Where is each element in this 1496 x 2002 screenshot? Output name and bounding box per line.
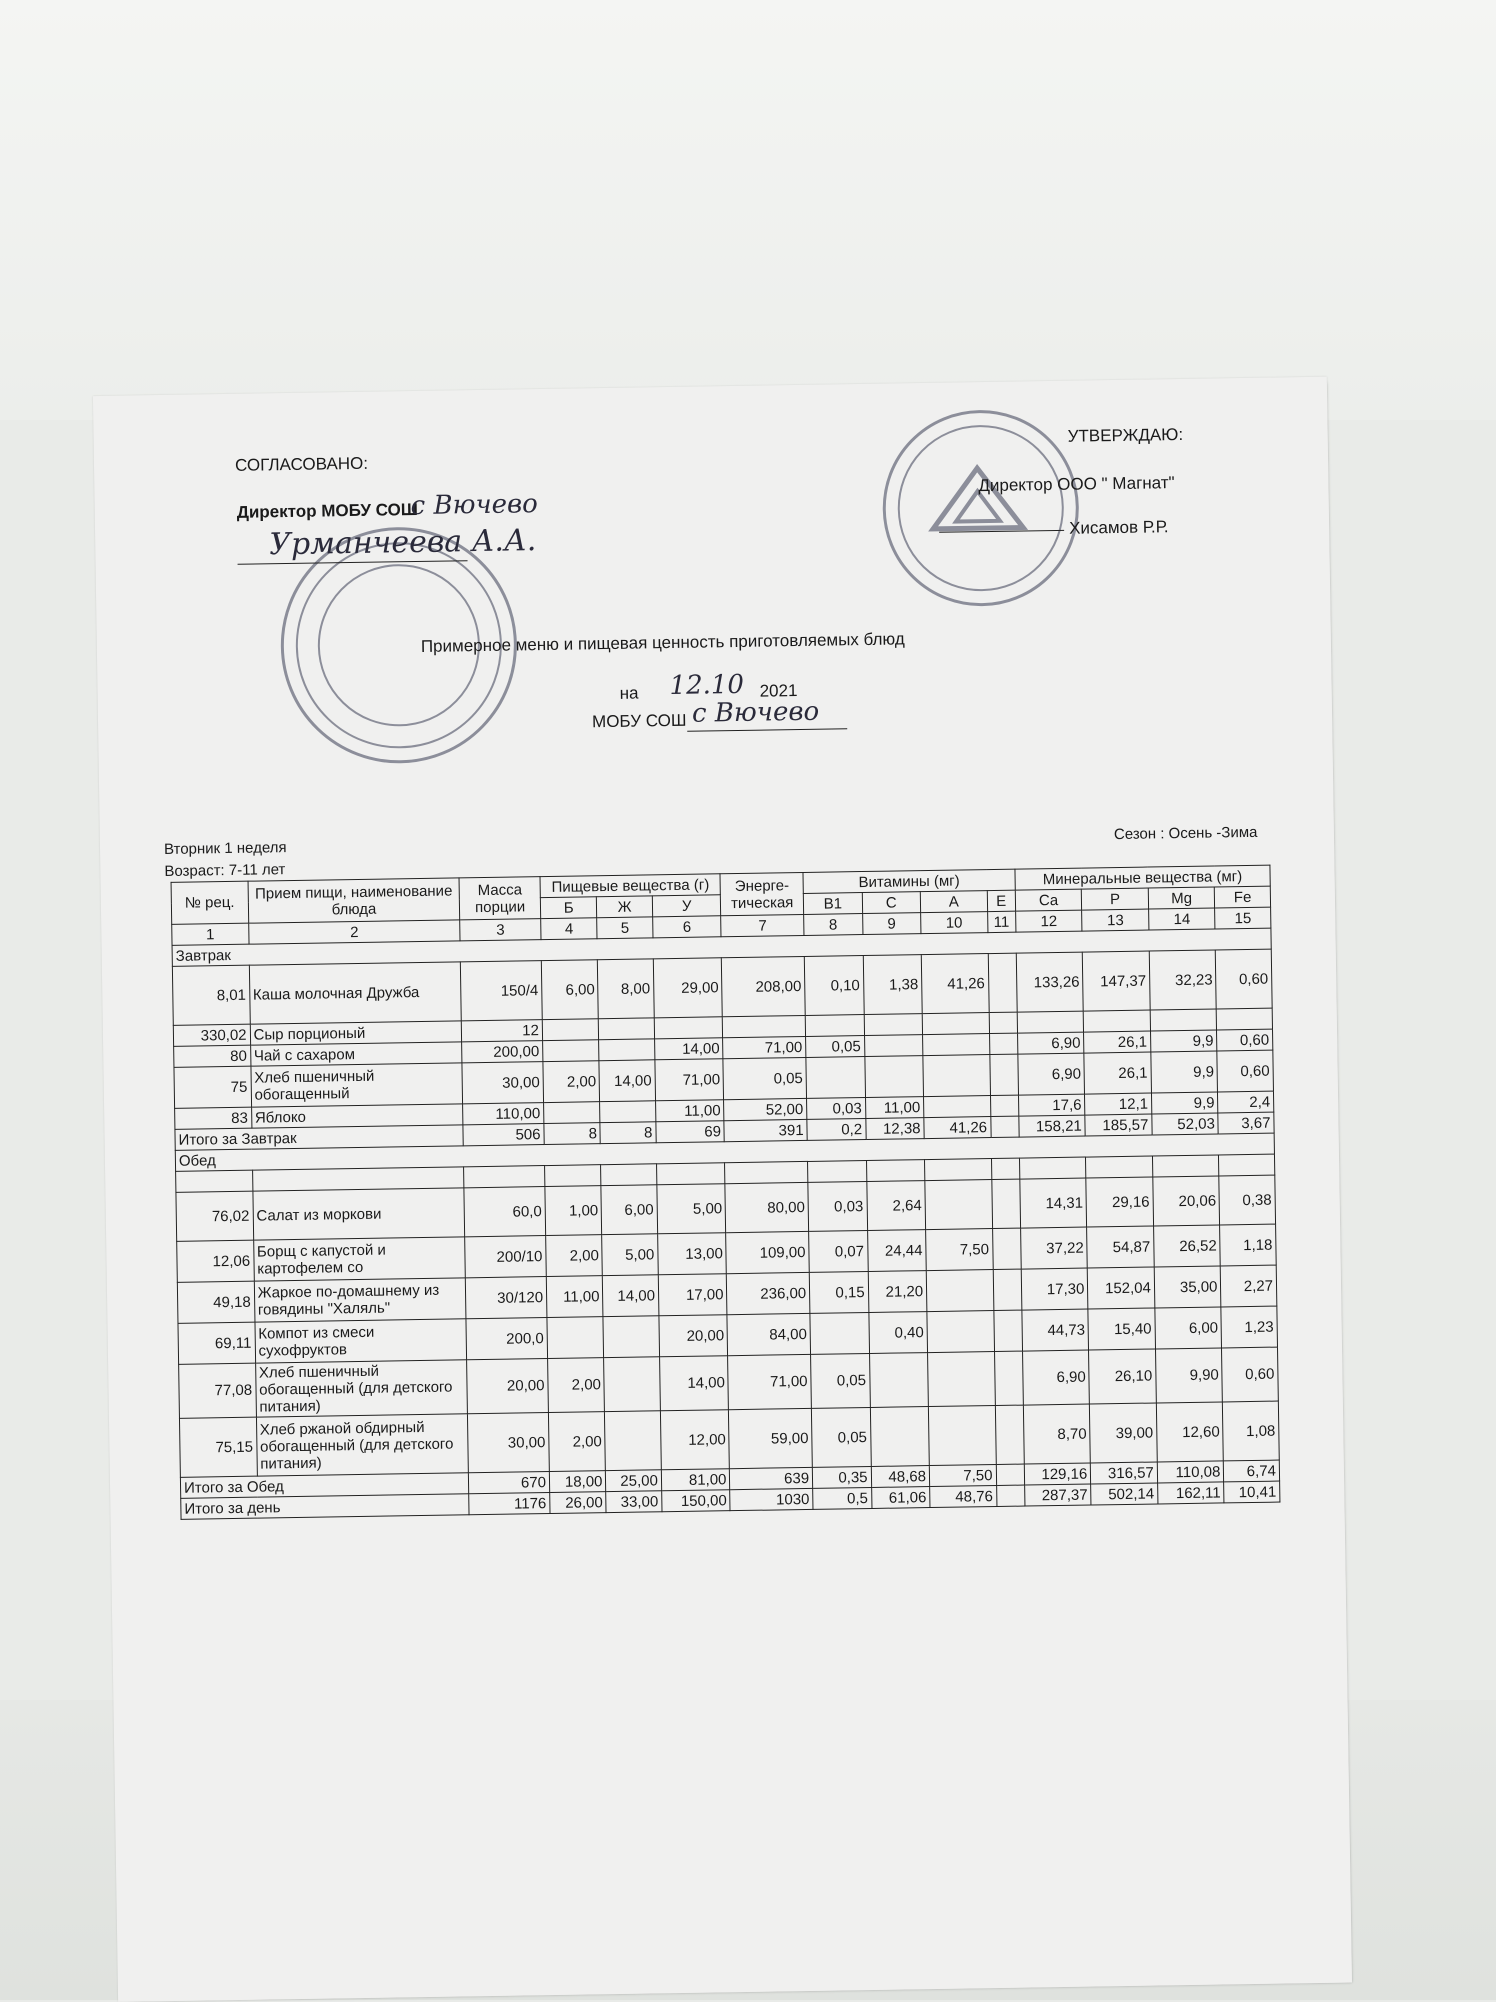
total-value-cell: 185,57 [1085, 1114, 1152, 1136]
document-title: Примерное меню и пищевая ценность приготовляемых блюд [420, 629, 905, 656]
total-label-cell: Итого за Обед [180, 1473, 469, 1499]
header-mass: Масса порции [459, 877, 540, 920]
value-cell: 2,00 [543, 1061, 600, 1103]
value-cell: 11,00 [865, 1097, 924, 1119]
value-cell [1217, 1008, 1273, 1030]
value-cell: 8,00 [598, 959, 654, 1019]
age-label: Возраст: 7-11 лет [164, 861, 286, 880]
value-cell: 109,00 [726, 1231, 809, 1273]
value-cell: 0,03 [808, 1182, 867, 1232]
value-cell: 8,70 [1023, 1404, 1090, 1464]
blank-cell [866, 1160, 925, 1182]
header-sub-cell: У [652, 895, 721, 917]
value-cell: 0,40 [868, 1312, 927, 1354]
dish-name-cell: Жаркое по-домашнему из говядины "Халяль" [254, 1278, 466, 1322]
total-value-cell: 48,68 [871, 1466, 930, 1488]
value-cell: 9,9 [1151, 1051, 1218, 1093]
total-value-cell: 61,06 [871, 1487, 930, 1509]
total-value-cell: 25,00 [606, 1470, 662, 1492]
weekday-label: Вторник 1 неделя [163, 839, 287, 859]
total-value-cell: 316,57 [1091, 1462, 1158, 1484]
value-cell: 0,60 [1222, 1347, 1278, 1402]
dish-name-cell: Сыр порционый [250, 1021, 462, 1045]
header-sub-cell: E [987, 890, 1016, 911]
value-cell [925, 1180, 992, 1230]
total-value-cell: 150,00 [662, 1490, 731, 1512]
value-cell: 24,44 [867, 1230, 926, 1272]
header-sub-cell: Ж [597, 896, 653, 918]
total-value-cell: 158,21 [1019, 1115, 1086, 1137]
header-num-cell: 1 [172, 923, 249, 945]
value-cell: 41,26 [921, 954, 988, 1014]
value-cell: 150/4 [461, 961, 543, 1021]
value-cell: 0,05 [811, 1353, 870, 1408]
total-value-cell: 110,08 [1157, 1461, 1224, 1483]
value-cell: 75,15 [179, 1417, 257, 1477]
value-cell: 11,00 [655, 1100, 724, 1122]
header-num-cell: 13 [1082, 909, 1149, 931]
value-cell: 6,90 [1017, 1032, 1084, 1054]
total-label-cell: Итого за день [181, 1494, 470, 1520]
value-cell: 1,18 [1220, 1224, 1276, 1266]
value-cell [806, 1057, 865, 1099]
value-cell [1017, 1011, 1084, 1033]
blank-cell [545, 1165, 602, 1187]
value-cell [544, 1102, 601, 1124]
header-num-cell: 2 [248, 920, 460, 944]
total-value-cell [990, 1116, 1019, 1137]
value-cell: 30,00 [462, 1062, 543, 1104]
header-num-cell: 5 [597, 917, 653, 939]
agreed-director: Директор МОБУ СОШ [236, 499, 419, 522]
section-label: Обед [175, 1133, 1274, 1171]
value-cell: 6,90 [1018, 1053, 1085, 1095]
value-cell: 32,23 [1149, 950, 1216, 1010]
total-value-cell: 287,37 [1024, 1484, 1091, 1506]
value-cell: 35,00 [1154, 1266, 1221, 1308]
total-value-cell: 129,16 [1024, 1463, 1091, 1485]
value-cell: 2,00 [546, 1235, 603, 1277]
value-cell: 6,00 [601, 1185, 657, 1235]
header-num-cell: 14 [1148, 908, 1215, 930]
dish-name-cell: Борщ с капустой и картофелем со [253, 1237, 465, 1281]
value-cell: 17,6 [1018, 1094, 1085, 1116]
total-value-cell: 0,2 [807, 1119, 866, 1141]
value-cell [928, 1406, 995, 1466]
value-cell: 20,00 [659, 1315, 728, 1357]
value-cell: 236,00 [727, 1272, 810, 1314]
total-value-cell: 26,00 [550, 1492, 607, 1514]
date-on-label: на [619, 683, 639, 703]
value-cell: 14,00 [654, 1038, 723, 1060]
value-cell: 7,50 [926, 1229, 993, 1271]
value-cell: 0,60 [1217, 1029, 1273, 1051]
background-wall [0, 0, 1496, 420]
value-cell: 26,52 [1153, 1225, 1220, 1267]
value-cell [993, 1310, 1022, 1351]
value-cell [923, 1034, 990, 1056]
value-cell: 208,00 [722, 956, 806, 1016]
school-handwritten: с Вючево [691, 696, 820, 729]
value-cell: 71,00 [655, 1059, 724, 1101]
value-cell: 5,00 [657, 1184, 726, 1234]
total-value-cell: 162,11 [1157, 1482, 1224, 1504]
value-cell [928, 1352, 995, 1407]
value-cell: 6,00 [541, 960, 598, 1020]
date-handwritten: 12.10 [669, 669, 745, 702]
value-cell: 200/10 [465, 1236, 546, 1278]
header-num-cell: 12 [1015, 910, 1082, 932]
header-sub-cell: Fe [1215, 886, 1271, 908]
header-num-cell: 4 [541, 918, 598, 940]
value-cell: 0,60 [1216, 949, 1273, 1009]
total-value-cell: 33,00 [606, 1491, 662, 1513]
value-cell: 60,0 [464, 1187, 545, 1237]
value-cell: 2,27 [1221, 1265, 1277, 1307]
blank-cell [1219, 1154, 1275, 1176]
header-vitamins: Витамины (мг) [803, 869, 1015, 893]
total-value-cell: 48,76 [930, 1486, 997, 1508]
value-cell: 12,60 [1156, 1402, 1223, 1462]
value-cell [600, 1101, 656, 1123]
value-cell [995, 1405, 1024, 1464]
value-cell: 110,00 [463, 1103, 544, 1125]
total-value-cell: 12,38 [865, 1118, 924, 1140]
header-sub-cell: В1 [803, 893, 862, 915]
value-cell: 84,00 [727, 1313, 810, 1355]
value-cell [994, 1351, 1023, 1405]
header-num-cell: 10 [921, 912, 988, 934]
dish-name-cell: Каша молочная Дружба [249, 962, 462, 1024]
value-cell: 29,00 [653, 958, 722, 1018]
value-cell: 39,00 [1090, 1403, 1157, 1463]
value-cell [927, 1311, 994, 1353]
value-cell [547, 1317, 604, 1359]
value-cell [924, 1096, 991, 1118]
approve-name: Хисамов Р.Р. [1068, 517, 1169, 538]
value-cell [988, 953, 1017, 1012]
value-cell [654, 1017, 723, 1039]
magnat-logo-icon [927, 462, 1028, 534]
value-cell: 20,06 [1153, 1176, 1220, 1226]
value-cell: 0,07 [809, 1231, 868, 1273]
value-cell [926, 1270, 993, 1312]
value-cell [993, 1269, 1022, 1310]
value-cell: 0,05 [723, 1057, 806, 1099]
value-cell [864, 1056, 923, 1098]
value-cell: 1,23 [1221, 1306, 1277, 1348]
value-cell: 75 [174, 1066, 251, 1108]
header-sub-cell: Б [540, 897, 597, 919]
header-num-cell: 7 [721, 914, 804, 936]
sheet-content [97, 383, 1352, 2002]
value-cell [864, 1035, 923, 1057]
blank-cell [991, 1158, 1020, 1179]
value-cell [603, 1316, 659, 1358]
value-cell [991, 1179, 1020, 1228]
blank-cell [1019, 1157, 1086, 1179]
value-cell: 2,4 [1218, 1091, 1274, 1113]
value-cell: 2,00 [548, 1412, 605, 1472]
total-value-cell: 1176 [469, 1493, 550, 1515]
school-label: МОБУ СОШ [591, 710, 687, 732]
blank-cell [1152, 1155, 1219, 1177]
total-value-cell [996, 1485, 1025, 1506]
value-cell: 17,00 [658, 1274, 727, 1316]
total-value-cell: 0,35 [812, 1466, 871, 1488]
value-cell [599, 1018, 655, 1040]
value-cell [870, 1407, 929, 1467]
value-cell: 26,10 [1089, 1349, 1156, 1404]
value-cell: 14,31 [1020, 1178, 1087, 1228]
section-label: Завтрак [172, 928, 1271, 966]
header-nutrients: Пищевые вещества (г) [540, 874, 721, 898]
header-num-cell: 3 [460, 919, 541, 941]
header-sub-cell: Ca [1015, 889, 1082, 911]
value-cell: 77,08 [179, 1363, 256, 1418]
total-value-cell: 7,50 [929, 1465, 996, 1487]
value-cell: 0,60 [1217, 1050, 1273, 1092]
value-cell: 12,1 [1085, 1093, 1152, 1115]
blank-cell [808, 1161, 867, 1183]
total-value-cell: 639 [730, 1467, 813, 1489]
header-energy: Энерге-тическая [720, 872, 803, 915]
header-num-cell: 9 [862, 913, 921, 935]
value-cell: 69,11 [178, 1322, 255, 1364]
value-cell: 330,02 [173, 1024, 250, 1046]
value-cell: 71,00 [728, 1354, 812, 1409]
value-cell: 26,1 [1084, 1031, 1151, 1053]
blank-cell [601, 1164, 657, 1186]
total-value-cell: 506 [463, 1124, 544, 1146]
total-value-cell: 8 [600, 1122, 656, 1144]
value-cell: 6,00 [1155, 1307, 1222, 1349]
blank-cell [725, 1161, 808, 1183]
value-cell [992, 1228, 1021, 1269]
value-cell: 133,26 [1016, 952, 1083, 1012]
value-cell [989, 1033, 1018, 1054]
value-cell: 11,00 [546, 1276, 603, 1318]
header-minerals: Минеральные вещества (мг) [1015, 865, 1270, 890]
header-num-cell: 15 [1215, 907, 1271, 929]
total-value-cell: 6,74 [1224, 1460, 1280, 1482]
value-cell: 17,30 [1021, 1268, 1088, 1310]
value-cell: 21,20 [868, 1271, 927, 1313]
value-cell: 5,00 [602, 1234, 658, 1276]
blank-cell [925, 1159, 992, 1181]
header-dish: Прием пищи, наименование блюда [248, 878, 460, 923]
season-label: Сезон : Осень -Зима [1113, 823, 1258, 844]
value-cell [923, 1055, 990, 1097]
value-cell [805, 1015, 864, 1037]
approve-director: Директор ООО " Магнат" [978, 473, 1175, 496]
value-cell [869, 1353, 928, 1408]
total-value-cell: 41,26 [924, 1117, 991, 1139]
value-cell [989, 1012, 1018, 1033]
value-cell: 200,0 [466, 1318, 547, 1360]
header-sub-cell: Mg [1148, 887, 1215, 909]
total-value-cell: 0,5 [813, 1487, 872, 1509]
value-cell: 12,06 [177, 1240, 254, 1282]
total-value-cell: 52,03 [1152, 1113, 1219, 1135]
value-cell [605, 1411, 661, 1471]
value-cell: 12 [462, 1020, 543, 1042]
dish-name-cell: Яблоко [251, 1104, 463, 1128]
value-cell: 0,38 [1219, 1175, 1275, 1225]
total-label-cell: Итого за Завтрак [175, 1125, 464, 1151]
value-cell: 12,00 [660, 1410, 729, 1470]
value-cell [599, 1039, 655, 1061]
value-cell: 26,1 [1084, 1052, 1151, 1094]
value-cell: 29,16 [1086, 1177, 1153, 1227]
blank-cell [1086, 1156, 1153, 1178]
value-cell: 54,87 [1087, 1226, 1154, 1268]
value-cell: 9,9 [1150, 1030, 1217, 1052]
blank-cell [464, 1166, 545, 1188]
value-cell: 49,18 [177, 1281, 254, 1323]
value-cell: 30/120 [466, 1277, 547, 1319]
total-value-cell [996, 1464, 1025, 1485]
value-cell: 80,00 [725, 1182, 808, 1232]
value-cell: 0,15 [809, 1271, 868, 1313]
value-cell: 6,90 [1022, 1350, 1089, 1405]
total-value-cell: 18,00 [549, 1471, 606, 1493]
value-cell: 0,03 [807, 1098, 866, 1120]
value-cell [543, 1040, 600, 1062]
value-cell: 1,00 [545, 1186, 602, 1236]
value-cell: 71,00 [723, 1036, 806, 1058]
value-cell: 59,00 [729, 1408, 813, 1468]
value-cell: 9,9 [1151, 1092, 1218, 1114]
approve-label: УТВЕРЖДАЮ: [1067, 424, 1184, 446]
dish-name-cell: Салат из моркови [253, 1188, 465, 1240]
value-cell [990, 1095, 1019, 1116]
value-cell: 2,00 [548, 1358, 605, 1413]
value-cell: 9,90 [1155, 1348, 1222, 1403]
dish-name-cell: Хлеб пшеничный обогащенный (для детского питания) [255, 1360, 468, 1417]
date-year: 2021 [759, 681, 798, 701]
value-cell: 14,00 [599, 1060, 655, 1102]
total-value-cell: 10,41 [1224, 1481, 1280, 1503]
value-cell: 13,00 [658, 1233, 727, 1275]
total-value-cell: 1030 [730, 1488, 813, 1510]
header-sub-cell: C [862, 892, 921, 914]
total-value-cell: 502,14 [1091, 1483, 1158, 1505]
value-cell [542, 1019, 599, 1041]
total-value-cell: 391 [724, 1119, 807, 1141]
value-cell: 152,04 [1088, 1267, 1155, 1309]
dish-name-cell: Хлеб пшеничный обогащенный [251, 1063, 463, 1107]
value-cell: 14,00 [659, 1356, 728, 1411]
value-cell: 80 [174, 1045, 251, 1067]
value-cell [1150, 1009, 1217, 1031]
total-value-cell: 8 [544, 1123, 601, 1145]
value-cell: 14,00 [603, 1275, 659, 1317]
header-num-cell: 11 [987, 911, 1016, 932]
value-cell: 2,64 [866, 1181, 925, 1231]
header-num-cell: 6 [653, 916, 722, 938]
total-value-cell: 69 [656, 1121, 725, 1143]
value-cell [864, 1014, 923, 1036]
value-cell [1084, 1010, 1151, 1032]
header-num-cell: 8 [804, 914, 863, 936]
value-cell [810, 1312, 869, 1354]
agreed-signature-handwritten: Урманчеева А.А. [268, 523, 537, 563]
value-cell: 83 [175, 1107, 252, 1129]
dish-name-cell: Чай с сахаром [250, 1042, 462, 1066]
header-sub-cell: P [1082, 888, 1149, 910]
value-cell: 0,05 [812, 1407, 871, 1467]
agreed-village-handwritten: с Вючево [410, 489, 539, 522]
value-cell: 52,00 [724, 1098, 807, 1120]
blank-cell [656, 1163, 725, 1185]
value-cell [922, 1013, 989, 1035]
school-underline [687, 728, 847, 732]
dish-name-cell: Компот из смеси сухофруктов [255, 1319, 467, 1363]
value-cell: 15,40 [1088, 1308, 1155, 1350]
header-rec: № рец. [171, 881, 248, 924]
agreed-label: СОГЛАСОВАНО: [234, 453, 369, 475]
right-round-seal [881, 409, 1080, 608]
value-cell: 30,00 [468, 1413, 550, 1473]
menu-nutrition-table [171, 865, 1281, 1520]
blank-cell [176, 1170, 253, 1192]
total-value-cell: 670 [469, 1472, 550, 1494]
value-cell: 0,10 [804, 956, 863, 1016]
value-cell: 44,73 [1022, 1309, 1089, 1351]
total-value-cell: 81,00 [661, 1469, 730, 1491]
value-cell: 8,01 [172, 965, 250, 1025]
value-cell: 76,02 [176, 1191, 253, 1241]
menu-document-sheet [97, 383, 1352, 2002]
value-cell: 147,37 [1083, 951, 1150, 1011]
dish-name-cell: Хлеб ржаной обдирный обогащенный (для детского питания) [256, 1414, 469, 1476]
value-cell: 20,00 [467, 1359, 548, 1414]
value-cell [604, 1357, 660, 1412]
value-cell: 37,22 [1020, 1227, 1087, 1269]
header-sub-cell: A [920, 891, 987, 913]
value-cell: 0,05 [806, 1036, 865, 1058]
value-cell [723, 1015, 806, 1037]
value-cell [989, 1054, 1018, 1095]
total-value-cell: 3,67 [1218, 1112, 1274, 1134]
value-cell: 1,08 [1223, 1401, 1280, 1461]
value-cell: 200,00 [462, 1041, 543, 1063]
value-cell: 1,38 [863, 955, 922, 1015]
